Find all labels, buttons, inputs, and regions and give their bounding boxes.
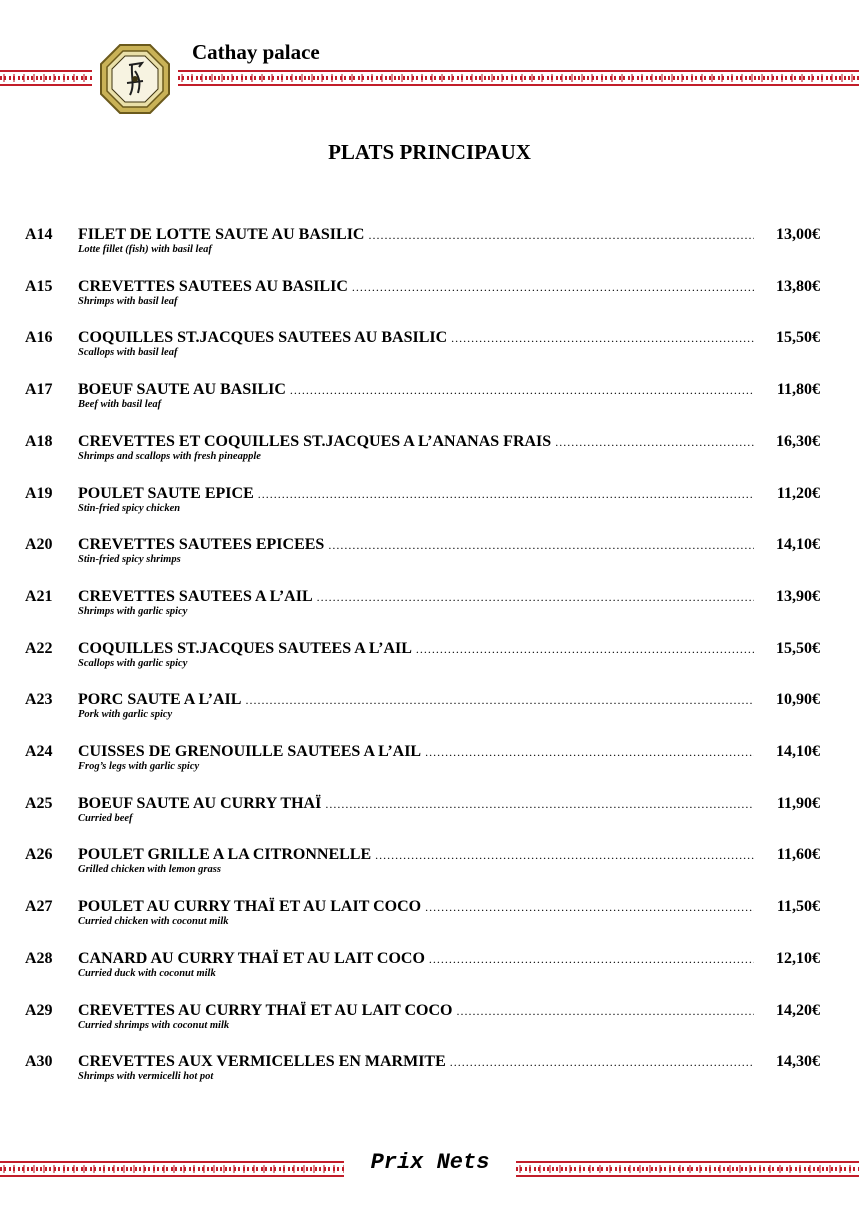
dot-leader <box>328 534 754 556</box>
dot-leader <box>368 224 754 246</box>
dot-leader <box>416 638 754 660</box>
item-description: Grilled chicken with lemon grass <box>78 864 221 876</box>
item-code: A27 <box>25 898 53 916</box>
item-price: 11,20€ <box>776 484 820 502</box>
item-name: CUISSES DE GRENOUILLE SAUTEES A L’AIL <box>78 743 422 760</box>
menu-item <box>0 1051 859 1103</box>
item-description: Lotte fillet (fish) with basil leaf <box>78 244 212 255</box>
item-code: A15 <box>25 277 53 295</box>
item-price: 13,80€ <box>776 277 820 295</box>
menu-item <box>0 483 859 535</box>
item-name: CANARD AU CURRY THAÏ ET AU LAIT COCO <box>78 949 425 967</box>
item-name-line <box>78 327 754 349</box>
item-code: A18 <box>25 432 53 450</box>
item-name: COQUILLES ST.JACQUES SAUTEES AU BASILIC <box>78 329 448 347</box>
item-name: PORC SAUTE A L’AIL <box>78 691 242 709</box>
item-name: CREVETTES AU CURRY THAÏ ET AU LAIT COCO <box>78 1001 453 1019</box>
item-description: Scallops with garlic spicy <box>78 657 188 669</box>
item-price: 14,10€ <box>776 743 820 760</box>
item-code: A23 <box>25 691 53 709</box>
item-description: Stin-fried spicy chicken <box>78 502 181 514</box>
item-name-line <box>78 689 754 711</box>
menu-item <box>0 896 859 948</box>
menu-item <box>0 948 859 1000</box>
item-name: BOEUF SAUTE AU CURRY THAÏ <box>78 794 322 812</box>
dot-leader <box>245 689 754 711</box>
item-name: CREVETTES AUX VERMICELLES EN MARMITE <box>78 1053 446 1071</box>
item-price: 14,30€ <box>776 1053 820 1071</box>
item-name: POULET AU CURRY THAÏ ET AU LAIT COCO <box>78 898 422 916</box>
dot-leader <box>352 276 754 298</box>
item-name-line <box>78 431 754 453</box>
dot-leader <box>429 948 754 970</box>
dot-leader <box>290 379 754 401</box>
item-price: 13,00€ <box>776 226 820 243</box>
item-code: A30 <box>25 1053 53 1071</box>
item-name: POULET GRILLE A LA CITRONNELLE <box>78 846 372 864</box>
item-name-line <box>78 276 754 298</box>
menu-item <box>0 586 859 638</box>
item-name-line <box>78 379 754 401</box>
footer-note: Prix Nets <box>370 1150 490 1175</box>
dot-leader <box>325 793 754 815</box>
item-description: Pork with garlic spicy <box>78 709 173 721</box>
item-code: A20 <box>25 536 53 554</box>
menu-item <box>0 844 859 896</box>
cathay-logo-icon <box>99 43 171 115</box>
item-name-line <box>78 638 754 660</box>
item-name: POULET SAUTE EPICE <box>78 484 254 502</box>
item-name-line <box>78 534 754 556</box>
menu-item <box>0 534 859 586</box>
dot-leader <box>425 896 754 918</box>
item-name-line <box>78 1000 754 1022</box>
item-name-line <box>78 793 754 815</box>
item-code: A25 <box>25 794 53 812</box>
dot-leader <box>555 431 754 453</box>
item-price: 12,10€ <box>776 949 820 967</box>
item-description: Stin-fried spicy shrimps <box>78 554 181 566</box>
item-description: Shrimps with basil leaf <box>78 295 178 307</box>
item-price: 14,10€ <box>776 536 820 554</box>
item-description: Curried shrimps with coconut milk <box>78 1019 230 1031</box>
greek-key-border-top-left <box>0 70 92 86</box>
item-name-line <box>78 224 754 246</box>
item-price: 13,90€ <box>776 587 820 605</box>
menu-item <box>0 276 859 328</box>
item-name: BOEUF SAUTE AU BASILIC <box>78 381 286 399</box>
item-price: 15,50€ <box>776 329 820 347</box>
item-price: 10,90€ <box>776 691 820 709</box>
page-title: PLATS PRINCIPAUX <box>328 140 531 164</box>
item-name-line <box>78 741 754 763</box>
item-name-line <box>78 948 754 970</box>
item-name: FILET DE LOTTE SAUTE AU BASILIC <box>78 226 365 243</box>
item-code: A28 <box>25 949 53 967</box>
item-price: 15,50€ <box>776 639 820 657</box>
item-price: 14,20€ <box>776 1001 820 1019</box>
greek-key-border-bottom-left <box>0 1161 344 1177</box>
item-price: 11,60€ <box>776 846 820 864</box>
item-code: A21 <box>25 587 53 605</box>
item-name: CREVETTES SAUTEES A L’AIL <box>78 587 313 605</box>
item-code: A24 <box>25 743 53 760</box>
dot-leader <box>457 1000 755 1022</box>
item-description: Shrimps with garlic spicy <box>78 605 188 617</box>
item-code: A29 <box>25 1001 53 1019</box>
brand-name: Cathay palace <box>192 40 320 64</box>
item-description: Curried chicken with coconut milk <box>78 916 229 928</box>
item-name-line <box>78 844 754 866</box>
menu-item <box>0 431 859 483</box>
item-description: Scallops with basil leaf <box>78 347 178 359</box>
menu-item <box>0 793 859 845</box>
item-description: Shrimps with vermicelli hot pot <box>78 1071 214 1083</box>
dot-leader <box>450 1051 754 1073</box>
dot-leader <box>451 327 754 349</box>
dot-leader <box>258 483 754 505</box>
menu-item <box>0 379 859 431</box>
dot-leader <box>425 741 754 763</box>
menu-item <box>0 689 859 741</box>
menu-item <box>0 327 859 379</box>
menu-item <box>0 638 859 690</box>
dot-leader <box>317 586 754 608</box>
item-name: CREVETTES ET COQUILLES ST.JACQUES A L’ANANAS FRAIS <box>78 432 552 450</box>
item-name: CREVETTES SAUTEES AU BASILIC <box>78 277 348 295</box>
item-name: COQUILLES ST.JACQUES SAUTEES A L’AIL <box>78 639 412 657</box>
item-description: Shrimps and scallops with fresh pineapple <box>78 450 261 462</box>
item-code: A26 <box>25 846 53 864</box>
item-description: Curried duck with coconut milk <box>78 967 216 979</box>
item-code: A14 <box>25 226 53 243</box>
item-price: 11,80€ <box>776 381 820 399</box>
item-name-line <box>78 586 754 608</box>
item-description: Beef with basil leaf <box>78 399 162 411</box>
item-code: A22 <box>25 639 53 657</box>
item-name: CREVETTES SAUTEES EPICEES <box>78 536 325 554</box>
item-price: 16,30€ <box>776 432 820 450</box>
item-name-line <box>78 896 754 918</box>
dot-leader <box>375 844 754 866</box>
item-code: A16 <box>25 329 53 347</box>
item-name-line <box>78 1051 754 1073</box>
item-description: Frog’s legs with garlic spicy <box>78 761 200 772</box>
greek-key-border-bottom-right <box>516 1161 859 1177</box>
item-price: 11,50€ <box>776 898 820 916</box>
item-description: Curried beef <box>78 812 133 824</box>
menu-item <box>0 224 859 276</box>
item-code: A17 <box>25 381 53 399</box>
menu-item <box>0 741 859 793</box>
item-price: 11,90€ <box>776 794 820 812</box>
item-name-line <box>78 483 754 505</box>
menu-item <box>0 1000 859 1052</box>
item-code: A19 <box>25 484 53 502</box>
greek-key-border-top-right <box>178 70 859 86</box>
